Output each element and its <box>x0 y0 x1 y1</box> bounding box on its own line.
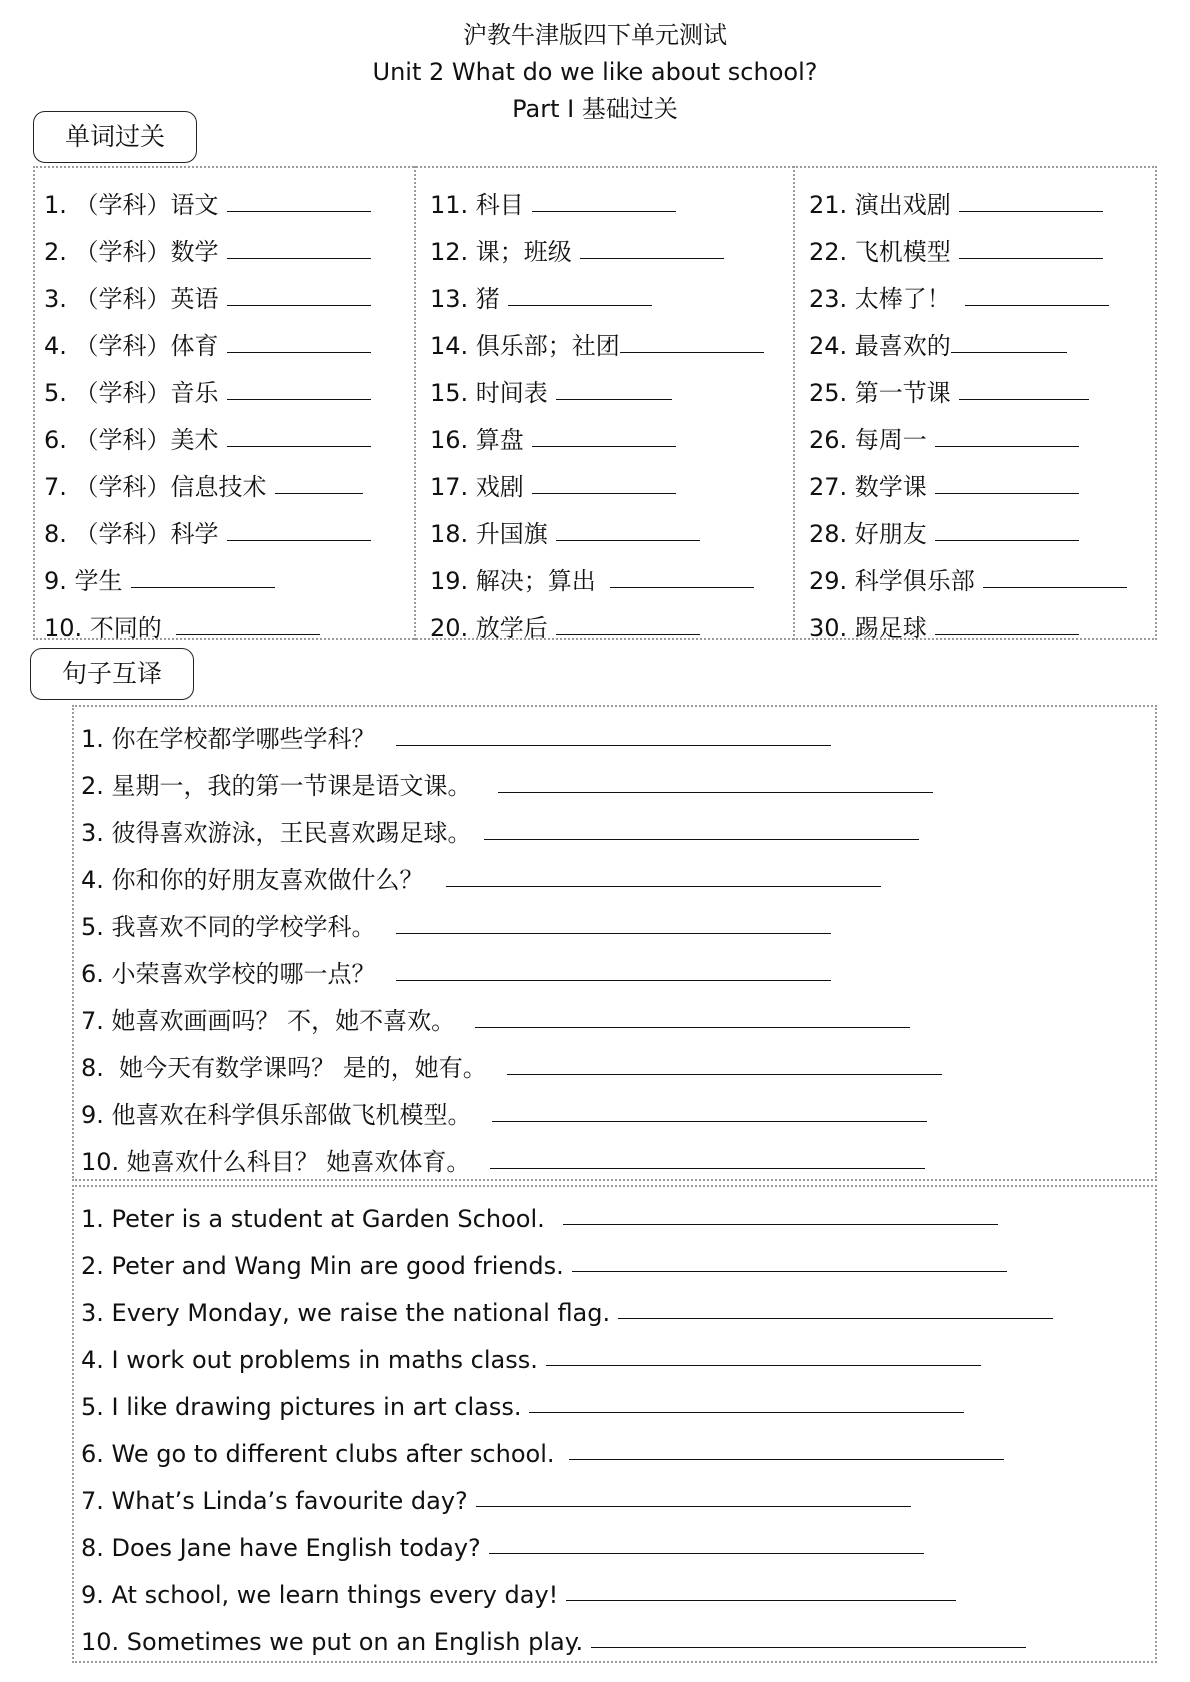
word-item <box>430 314 764 361</box>
answer-blank[interactable] <box>532 201 676 212</box>
answer-blank[interactable] <box>498 782 933 793</box>
word-prompt: 14. 俱乐部；社团 <box>430 332 620 360</box>
sentence-prompt: 3. 彼得喜欢游泳，王民喜欢踢足球。 <box>81 819 472 847</box>
sentence-item <box>81 1130 942 1177</box>
sentence-prompt: 6. We go to different clubs after school. <box>81 1440 555 1468</box>
sentence-prompt: 4. 你和你的好朋友喜欢做什么？ <box>81 866 424 894</box>
word-prompt: 24. 最喜欢的 <box>809 332 951 360</box>
answer-blank[interactable] <box>446 876 881 887</box>
word-item <box>430 549 764 596</box>
answer-blank[interactable] <box>275 483 363 494</box>
answer-blank[interactable] <box>959 201 1103 212</box>
answer-blank[interactable] <box>566 1590 956 1601</box>
word-item <box>430 267 764 314</box>
sentence-item <box>81 1327 1053 1374</box>
sentence-prompt: 4. I work out problems in maths class. <box>81 1346 538 1374</box>
word-prompt: 5. （学科）音乐 <box>44 379 219 407</box>
answer-blank[interactable] <box>935 483 1079 494</box>
answer-blank[interactable] <box>476 1496 911 1507</box>
sentence-item <box>81 1374 1053 1421</box>
word-prompt: 19. 解决；算出 <box>430 567 596 595</box>
sentence-prompt: 10. 她喜欢什么科目？ 她喜欢体育。 <box>81 1148 471 1176</box>
sentence-prompt: 1. Peter is a student at Garden School. <box>81 1205 545 1233</box>
answer-blank[interactable] <box>935 624 1079 635</box>
word-prompt: 9. 学生 <box>44 567 123 595</box>
word-prompt: 17. 戏剧 <box>430 473 524 501</box>
sentence-prompt: 10. Sometimes we put on an English play. <box>81 1628 584 1656</box>
word-prompt: 10. 不同的 <box>44 614 162 642</box>
answer-blank[interactable] <box>131 577 275 588</box>
word-prompt: 4. （学科）体育 <box>44 332 219 360</box>
word-item <box>430 173 764 220</box>
answer-blank[interactable] <box>983 577 1127 588</box>
sentence-item <box>81 1186 1053 1233</box>
word-prompt: 6. （学科）美术 <box>44 426 219 454</box>
word-prompt: 28. 好朋友 <box>809 520 927 548</box>
word-item <box>430 455 764 502</box>
word-item <box>809 408 1127 455</box>
word-column-3 <box>809 173 1127 643</box>
word-item <box>809 455 1127 502</box>
sentence-item <box>81 707 942 754</box>
sentence-prompt: 8. 她今天有数学课吗？ 是的，她有。 <box>81 1054 487 1082</box>
word-item <box>809 173 1127 220</box>
sentence-prompt: 9. At school, we learn things every day! <box>81 1581 559 1609</box>
sentence-item <box>81 1468 1053 1515</box>
sentence-item <box>81 1421 1053 1468</box>
sentence-item <box>81 848 942 895</box>
answer-blank[interactable] <box>489 1543 924 1554</box>
answer-blank[interactable] <box>227 436 371 447</box>
word-prompt: 29. 科学俱乐部 <box>809 567 975 595</box>
word-column-1 <box>44 173 371 643</box>
word-prompt: 21. 演出戏剧 <box>809 191 951 219</box>
answer-blank[interactable] <box>951 342 1067 353</box>
word-item <box>809 314 1127 361</box>
word-item <box>430 361 764 408</box>
answer-blank[interactable] <box>227 389 371 400</box>
word-prompt: 3. （学科）英语 <box>44 285 219 313</box>
word-item <box>44 455 371 502</box>
answer-blank[interactable] <box>227 530 371 541</box>
answer-blank[interactable] <box>556 389 672 400</box>
worksheet-title: 沪教牛津版四下单元测试 <box>463 21 727 49</box>
column-divider <box>414 166 416 640</box>
answer-blank[interactable] <box>396 923 831 934</box>
answer-blank[interactable] <box>484 829 919 840</box>
word-item <box>44 361 371 408</box>
word-prompt: 2. （学科）数学 <box>44 238 219 266</box>
sentence-item <box>81 1280 1053 1327</box>
answer-blank[interactable] <box>546 1355 981 1366</box>
answer-blank[interactable] <box>227 248 371 259</box>
answer-blank[interactable] <box>935 530 1079 541</box>
answer-blank[interactable] <box>532 436 676 447</box>
english-sentence-list <box>81 1186 1053 1656</box>
sentence-item <box>81 801 942 848</box>
sentence-prompt: 5. 我喜欢不同的学校学科。 <box>81 913 376 941</box>
sentence-item <box>81 1562 1053 1609</box>
answer-blank[interactable] <box>563 1214 998 1225</box>
word-item <box>44 314 371 361</box>
part-title: Part Ⅰ 基础过关 <box>512 95 678 123</box>
answer-blank[interactable] <box>227 342 371 353</box>
word-prompt: 22. 飞机模型 <box>809 238 951 266</box>
word-item <box>44 596 371 643</box>
word-prompt: 30. 踢足球 <box>809 614 927 642</box>
word-prompt: 11. 科目 <box>430 191 524 219</box>
sentence-prompt: 7. 她喜欢画画吗？ 不，她不喜欢。 <box>81 1007 456 1035</box>
sentence-item <box>81 895 942 942</box>
word-prompt: 1. （学科）语文 <box>44 191 219 219</box>
word-item <box>430 502 764 549</box>
word-item <box>44 408 371 455</box>
answer-blank[interactable] <box>508 295 652 306</box>
column-divider <box>793 166 795 640</box>
word-column-2 <box>430 173 764 643</box>
word-prompt: 25. 第一节课 <box>809 379 951 407</box>
answer-blank[interactable] <box>580 248 724 259</box>
sentence-item <box>81 754 942 801</box>
answer-blank[interactable] <box>396 735 831 746</box>
unit-title: Unit 2 What do we like about school? <box>372 58 818 86</box>
answer-blank[interactable] <box>569 1449 1004 1460</box>
sentence-prompt: 5. I like drawing pictures in art class. <box>81 1393 522 1421</box>
sentence-prompt: 6. 小荣喜欢学校的哪一点？ <box>81 960 376 988</box>
sentence-prompt: 7. What’s Linda’s favourite day? <box>81 1487 468 1515</box>
answer-blank[interactable] <box>572 1261 1007 1272</box>
word-item <box>430 408 764 455</box>
sentence-prompt: 2. Peter and Wang Min are good friends. <box>81 1252 564 1280</box>
sentence-item <box>81 942 942 989</box>
answer-blank[interactable] <box>610 577 754 588</box>
word-prompt: 12. 课；班级 <box>430 238 572 266</box>
answer-blank[interactable] <box>965 295 1109 306</box>
word-item <box>809 361 1127 408</box>
sentence-item <box>81 1609 1053 1656</box>
word-item <box>809 502 1127 549</box>
answer-blank[interactable] <box>176 624 320 635</box>
sentence-item <box>81 1233 1053 1280</box>
answer-blank[interactable] <box>556 624 700 635</box>
word-item <box>809 549 1127 596</box>
chinese-sentence-list <box>81 707 942 1177</box>
answer-blank[interactable] <box>396 970 831 981</box>
sentence-prompt: 1. 你在学校都学哪些学科？ <box>81 725 376 753</box>
answer-blank[interactable] <box>490 1158 925 1169</box>
word-prompt: 23. 太棒了！ <box>809 285 951 313</box>
sentence-prompt: 3. Every Monday, we raise the national flag. <box>81 1299 611 1327</box>
answer-blank[interactable] <box>620 342 764 353</box>
answer-blank[interactable] <box>532 483 676 494</box>
section-label-sentences: 句子互译 <box>30 648 194 700</box>
sentence-item <box>81 1515 1053 1562</box>
word-item <box>809 267 1127 314</box>
word-prompt: 15. 时间表 <box>430 379 548 407</box>
word-item <box>44 173 371 220</box>
word-item <box>44 549 371 596</box>
answer-blank[interactable] <box>492 1111 927 1122</box>
answer-blank[interactable] <box>529 1402 964 1413</box>
word-item <box>809 596 1127 643</box>
word-item <box>44 502 371 549</box>
word-prompt: 18. 升国旗 <box>430 520 548 548</box>
sentence-prompt: 8. Does Jane have English today? <box>81 1534 481 1562</box>
word-prompt: 26. 每周一 <box>809 426 927 454</box>
answer-blank[interactable] <box>507 1064 942 1075</box>
answer-blank[interactable] <box>959 248 1103 259</box>
answer-blank[interactable] <box>227 201 371 212</box>
answer-blank[interactable] <box>935 436 1079 447</box>
word-prompt: 27. 数学课 <box>809 473 927 501</box>
answer-blank[interactable] <box>227 295 371 306</box>
sentence-item <box>81 1036 942 1083</box>
section-label-words: 单词过关 <box>33 111 197 163</box>
sentence-item <box>81 1083 942 1130</box>
word-item <box>430 220 764 267</box>
answer-blank[interactable] <box>618 1308 1053 1319</box>
answer-blank[interactable] <box>556 530 700 541</box>
word-item <box>44 220 371 267</box>
word-prompt: 20. 放学后 <box>430 614 548 642</box>
answer-blank[interactable] <box>475 1017 910 1028</box>
word-prompt: 7. （学科）信息技术 <box>44 473 267 501</box>
sentence-prompt: 2. 星期一，我的第一节课是语文课。 <box>81 772 472 800</box>
word-item <box>430 596 764 643</box>
answer-blank[interactable] <box>959 389 1089 400</box>
word-prompt: 8. （学科）科学 <box>44 520 219 548</box>
sentence-prompt: 9. 他喜欢在科学俱乐部做飞机模型。 <box>81 1101 472 1129</box>
word-prompt: 16. 算盘 <box>430 426 524 454</box>
answer-blank[interactable] <box>591 1637 1026 1648</box>
word-prompt: 13. 猪 <box>430 285 500 313</box>
sentence-item <box>81 989 942 1036</box>
word-item <box>44 267 371 314</box>
word-item <box>809 220 1127 267</box>
